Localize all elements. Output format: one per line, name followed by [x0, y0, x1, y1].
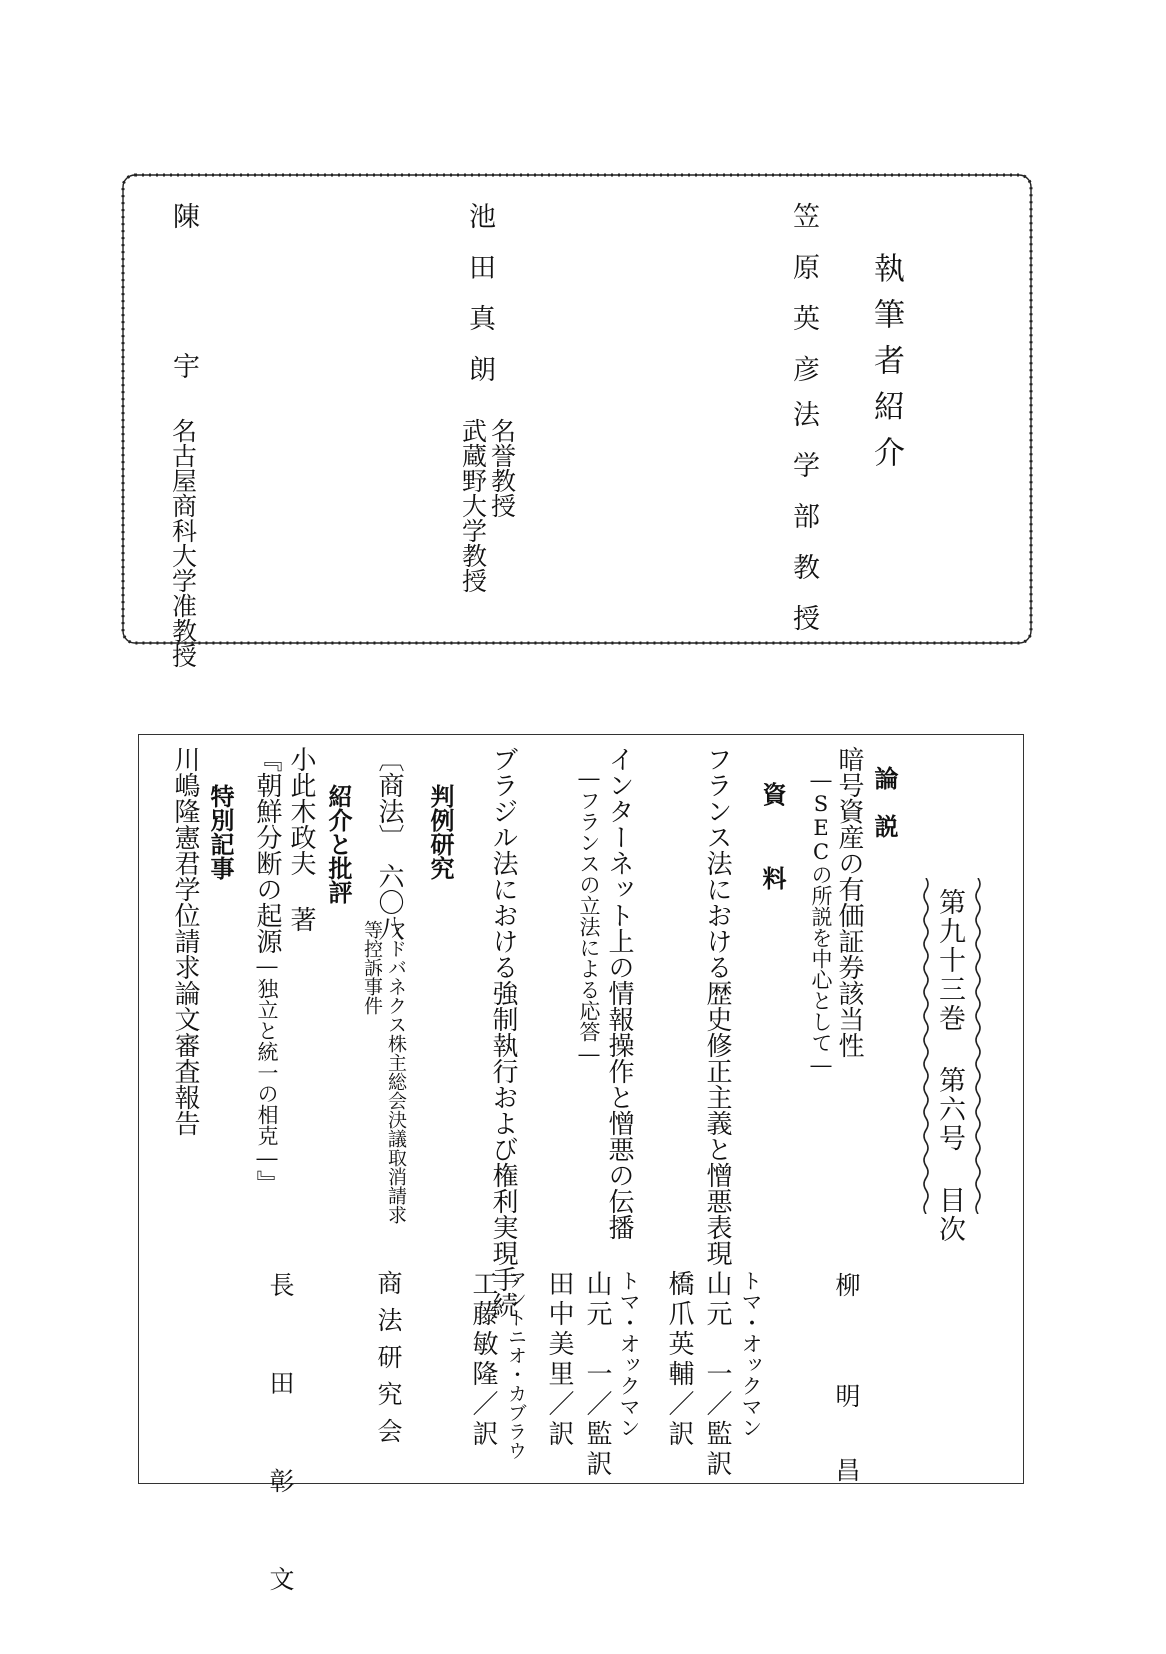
contributor-name: 陳: [168, 202, 199, 253]
section-heading: 特別記事: [206, 784, 235, 880]
contributors-title: 執筆者紹介: [868, 252, 904, 482]
entry-title: ブラジル法における強制執行および権利実現手続: [488, 746, 518, 1318]
contributor-affiliation: 名誉教授: [487, 418, 517, 518]
entry-title: 暗号資産の有価証券該当性: [834, 746, 864, 1058]
entry-author: 商法研究会: [374, 1270, 403, 1455]
entry-author: 山元 一／監訳: [582, 1270, 612, 1480]
entry-title-sub: ―独立と統一の相克―: [255, 954, 279, 1170]
entry-title: 川嶋隆憲君学位請求論文審査報告: [170, 746, 200, 1136]
section-heading: 紹介と批評: [324, 784, 353, 904]
entry-title: インターネット上の情報操作と憎悪の伝播: [604, 746, 634, 1240]
entry-author: 柳 明 昌: [832, 1272, 861, 1494]
entry-author: 長 田 彰 文: [266, 1272, 295, 1615]
entry-author: 工藤敏隆／訳: [468, 1270, 498, 1450]
section-heading: 論 説: [870, 766, 899, 838]
contributor-name: 笠原英彦: [788, 202, 819, 406]
entry-title: 小此木政夫 著: [286, 746, 316, 932]
entry-title-main: 『朝鮮分断の起源: [252, 746, 282, 954]
contributor-name: 宇: [168, 352, 199, 403]
entry-subtitle: アドバネクス株主総会決議取消請求: [385, 920, 407, 1224]
entry-title: [254, 746, 280, 1196]
contributor-affiliation: 法学部教授: [788, 400, 819, 655]
entry-subtitle: ―フランスの立法による応答―: [577, 766, 601, 1066]
contributor-name: 池田真朗: [464, 202, 495, 406]
entry-subtitle: 等控訴事件: [361, 920, 383, 1015]
entry-title: 〔商法〕 六〇八: [374, 746, 404, 941]
entry-title: フランス法における歴史修正主義と憎悪表現: [702, 746, 732, 1266]
entry-subtitle: ―SECの所説を中心として―: [809, 768, 833, 1077]
entry-author-note: アントニオ・カブラウ: [505, 1270, 527, 1460]
section-heading: 判例研究: [426, 784, 455, 880]
entry-author-note: トマ・オックマン: [739, 1270, 763, 1438]
contributor-affiliation: 武蔵野大学教授: [458, 418, 488, 593]
entry-author: 山元 一／監訳: [702, 1270, 732, 1480]
contents-title: 第九十三巻 第六号 目次: [934, 888, 965, 1244]
contributor-affiliation: 名古屋商科大学准教授: [168, 418, 198, 668]
section-heading: 資 料: [758, 782, 787, 908]
entry-author: 橋爪英輔／訳: [664, 1270, 694, 1450]
entry-title-close: 』: [252, 1170, 282, 1196]
entry-author: 田中美里／訳: [544, 1270, 574, 1450]
entry-author-note: トマ・オックマン: [617, 1270, 641, 1438]
